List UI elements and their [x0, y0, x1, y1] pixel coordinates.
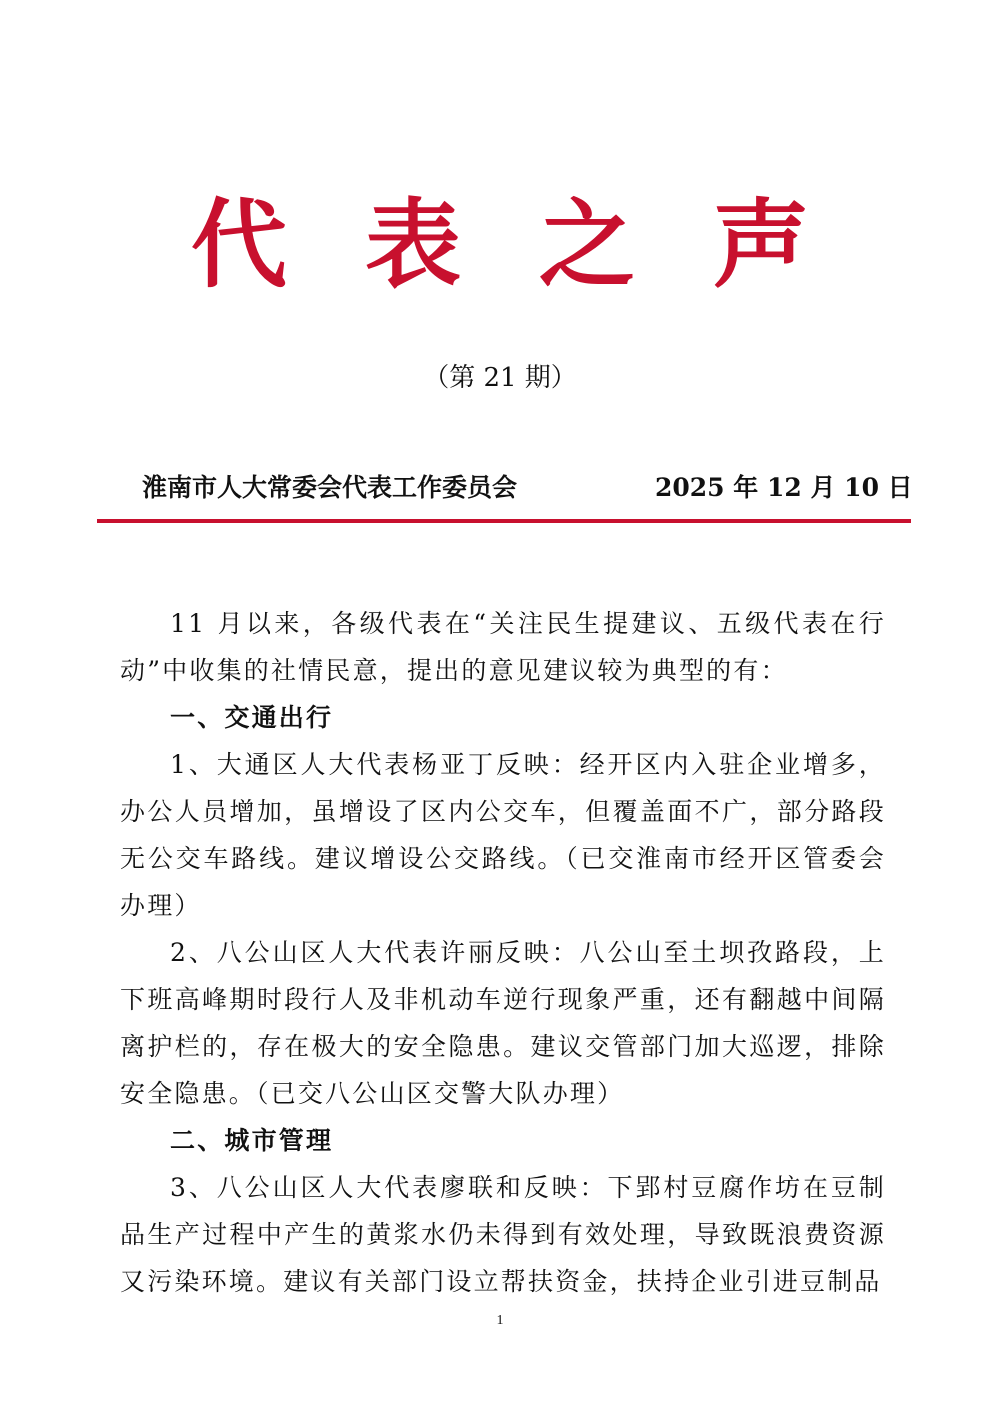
page-number: 1: [496, 1313, 504, 1328]
masthead-title: 代表之声: [191, 188, 887, 301]
red-divider: [97, 519, 911, 523]
item-1-paragraph: 1、大通区人大代表杨亚丁反映：经开区内入驻企业增多，办公人员增加，虽增设了区内公交车，但覆盖面不广，部分路段无公交车路线。建议增设公交路线。（已交淮南市经开区管委会办理）: [120, 750, 886, 920]
intro-paragraph: 11 月以来，各级代表在“关注民生提建议、五级代表在行动”中收集的社情民意，提出的意见建议较为典型的有：: [120, 609, 886, 685]
issue-date: 2025 年 12 月 10 日: [655, 473, 913, 502]
section-heading-city-management: 二、城市管理: [170, 1126, 334, 1155]
issue-number: （第 21 期）: [423, 363, 577, 393]
document-body: [120, 600, 886, 1305]
item-3-paragraph: 3、八公山区人大代表廖联和反映：下郢村豆腐作坊在豆制品生产过程中产生的黄浆水仍未得到有效处理，导致既浪费资源又污染环境。建议有关部门设立帮扶资金，扶持企业引进豆制品: [120, 1173, 886, 1296]
issuing-organization: 淮南市人大常委会代表工作委员会: [142, 473, 518, 502]
section-heading-traffic: 一、交通出行: [170, 703, 334, 732]
item-2-paragraph: 2、八公山区人大代表许丽反映：八公山至土坝孜路段，上下班高峰期时段行人及非机动车逆行现象严重，还有翻越中间隔离护栏的，存在极大的安全隐患。建议交管部门加大巡逻，排除安全隐患。（已交八公山区交警大队办理）: [120, 938, 886, 1108]
